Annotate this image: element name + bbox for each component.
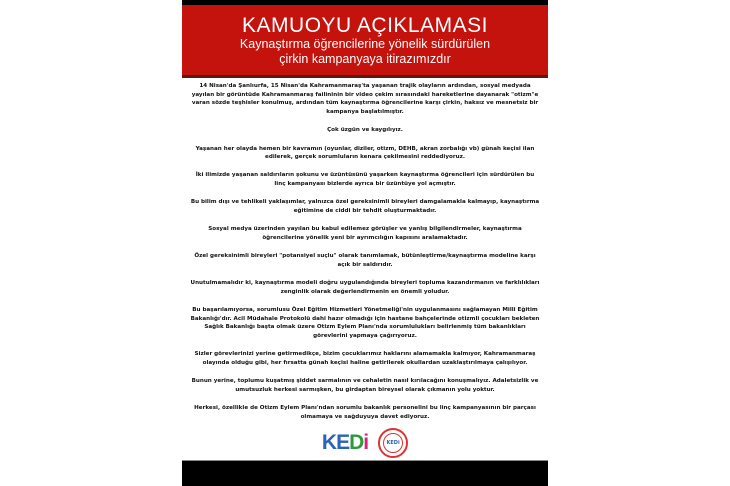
header-banner <box>182 5 548 78</box>
association-seal-logo <box>378 428 408 458</box>
paragraph: Bu bilim dışı ve tehlikeli yaklaşımlar, yalnızca özel gereksinimli bireyleri damgalamakla kalmayıp, kaynaştırma eğitimine de ciddi bir tehdit oluşturmaktadır. <box>190 199 540 215</box>
paragraph: Çok üzgün ve kaygılıyız. <box>327 127 403 134</box>
kedi-logo <box>322 433 368 453</box>
paragraph: Bu başarılamıyorsa, sorumlusu Özel Eğitim Hizmetleri Yönetmeliği'nin uygulanmasını sağlamayan Milli Eğitim Bakanlığı'dır. Acil Müdahale Protokolü dahi hazır olmadığı için hastane bahçelerinde otizmli çocukları bekleten Sağlık Bakanlığı başta olmak üzere Otizm Eylem Planı'nda sorumlulukları belirlenmiş tüm bakanlıkları görevlerini yapmaya çağırıyoruz. <box>190 306 540 340</box>
paragraph: Yaşanan her olayda hemen bir kavramın (oyunlar, diziler, otizm, DEHB, akran zorbalığı vb) günah keçisi ilan edilerek, gerçek sorumluların kenara çekilmesini reddediyoruz. <box>195 145 535 161</box>
paragraph: Sizler görevlerinizi yerine getirmedikçe, bizim çocuklarımız haklarını alamamakla kalmıyor, Kahramanmaraş olayında olduğu gibi, her fırsatta günah keçisi haline getirilerek okullardan uzaklaştırılmaya çalışılıyor. <box>194 351 536 366</box>
kedi-letter: K <box>321 431 337 454</box>
subtitle-line-1: Kaynaştırma öğrencilerine yönelik sürdürülen <box>239 37 491 51</box>
seal-text: KEDi <box>383 433 403 453</box>
paragraph: Unutulmamalıdır ki, kaynaştırma modeli doğru uygulandığında bireyleri topluma kazandırmanın ve farklılıkları zenginlik olarak değerlendirmenin en önemli yoludur. <box>190 280 540 295</box>
paragraph: Bunun yerine, toplumu kuşatmış şiddet sarmalının ve cehaletin nasıl kırılacağını konuşmalıyız. Adaletsizlik ve umutsuzluk herkesi sarmışken, bu girdaptan bireysel olarak çıkmanın yolu yoktur. <box>191 378 539 393</box>
kedi-letter: D <box>349 431 364 454</box>
kedi-letter: E <box>336 431 350 454</box>
paragraph: 14 Nisan'da Şanlıurfa, 15 Nisan'da Kahramanmaraş'ta yaşanan trajik olayların ardından, sosyal medyada yayılan bir görüntüde Kahramanmaraş failininin bir video çekim sırasındaki hareketlerine dayanarak "otizm"e varan sözde teşhisler konulmuş, ardından tüm kaynaştırma öğrencilerine karşı çirkin, haksız ve mesnetsiz bir kampanya başlatılmıştır. <box>191 83 539 116</box>
announcement-page <box>182 0 548 485</box>
statement-body <box>190 82 540 431</box>
logos <box>182 428 548 458</box>
paragraph: Sosyal medya üzerinden yayılan bu kabul edilemez görüşler ve yanlış bilgilendirmeler, kaynaştırma öğrencilerine yönelik yeni bir ayrımcılığın kapısını aralamaktadır. <box>208 226 522 241</box>
paragraph: Herkesi, özellikle de Otizm Eylem Planı'ndan sorumlu bakanlık personelini bu linç kampanyasının bir parçası olmamaya ve sağduyuya davet ediyoruz. <box>194 405 536 420</box>
paragraph: Özel gereksinimli bireyleri "potansiyel suçlu" olarak tanımlamak, bütünleştirme/kaynaştırma modeline karşı açık bir saldırıdır. <box>194 253 536 268</box>
page-title: KAMUOYU AÇIKLAMASI <box>242 14 488 37</box>
paragraph: İki ilimizde yaşanan saldırıların şokunu ve üzüntüsünü yaşarken kaynaştırma öğrencileri için sürdürülen bu linç kampanyası bizlerde ayrıca bir üzüntüye yol açmıştır. <box>195 172 535 188</box>
kedi-letter: i <box>363 431 369 454</box>
bottom-black-bar <box>182 460 548 486</box>
subtitle-line-2: çirkin kampanyaya itirazımızdır <box>279 52 451 66</box>
